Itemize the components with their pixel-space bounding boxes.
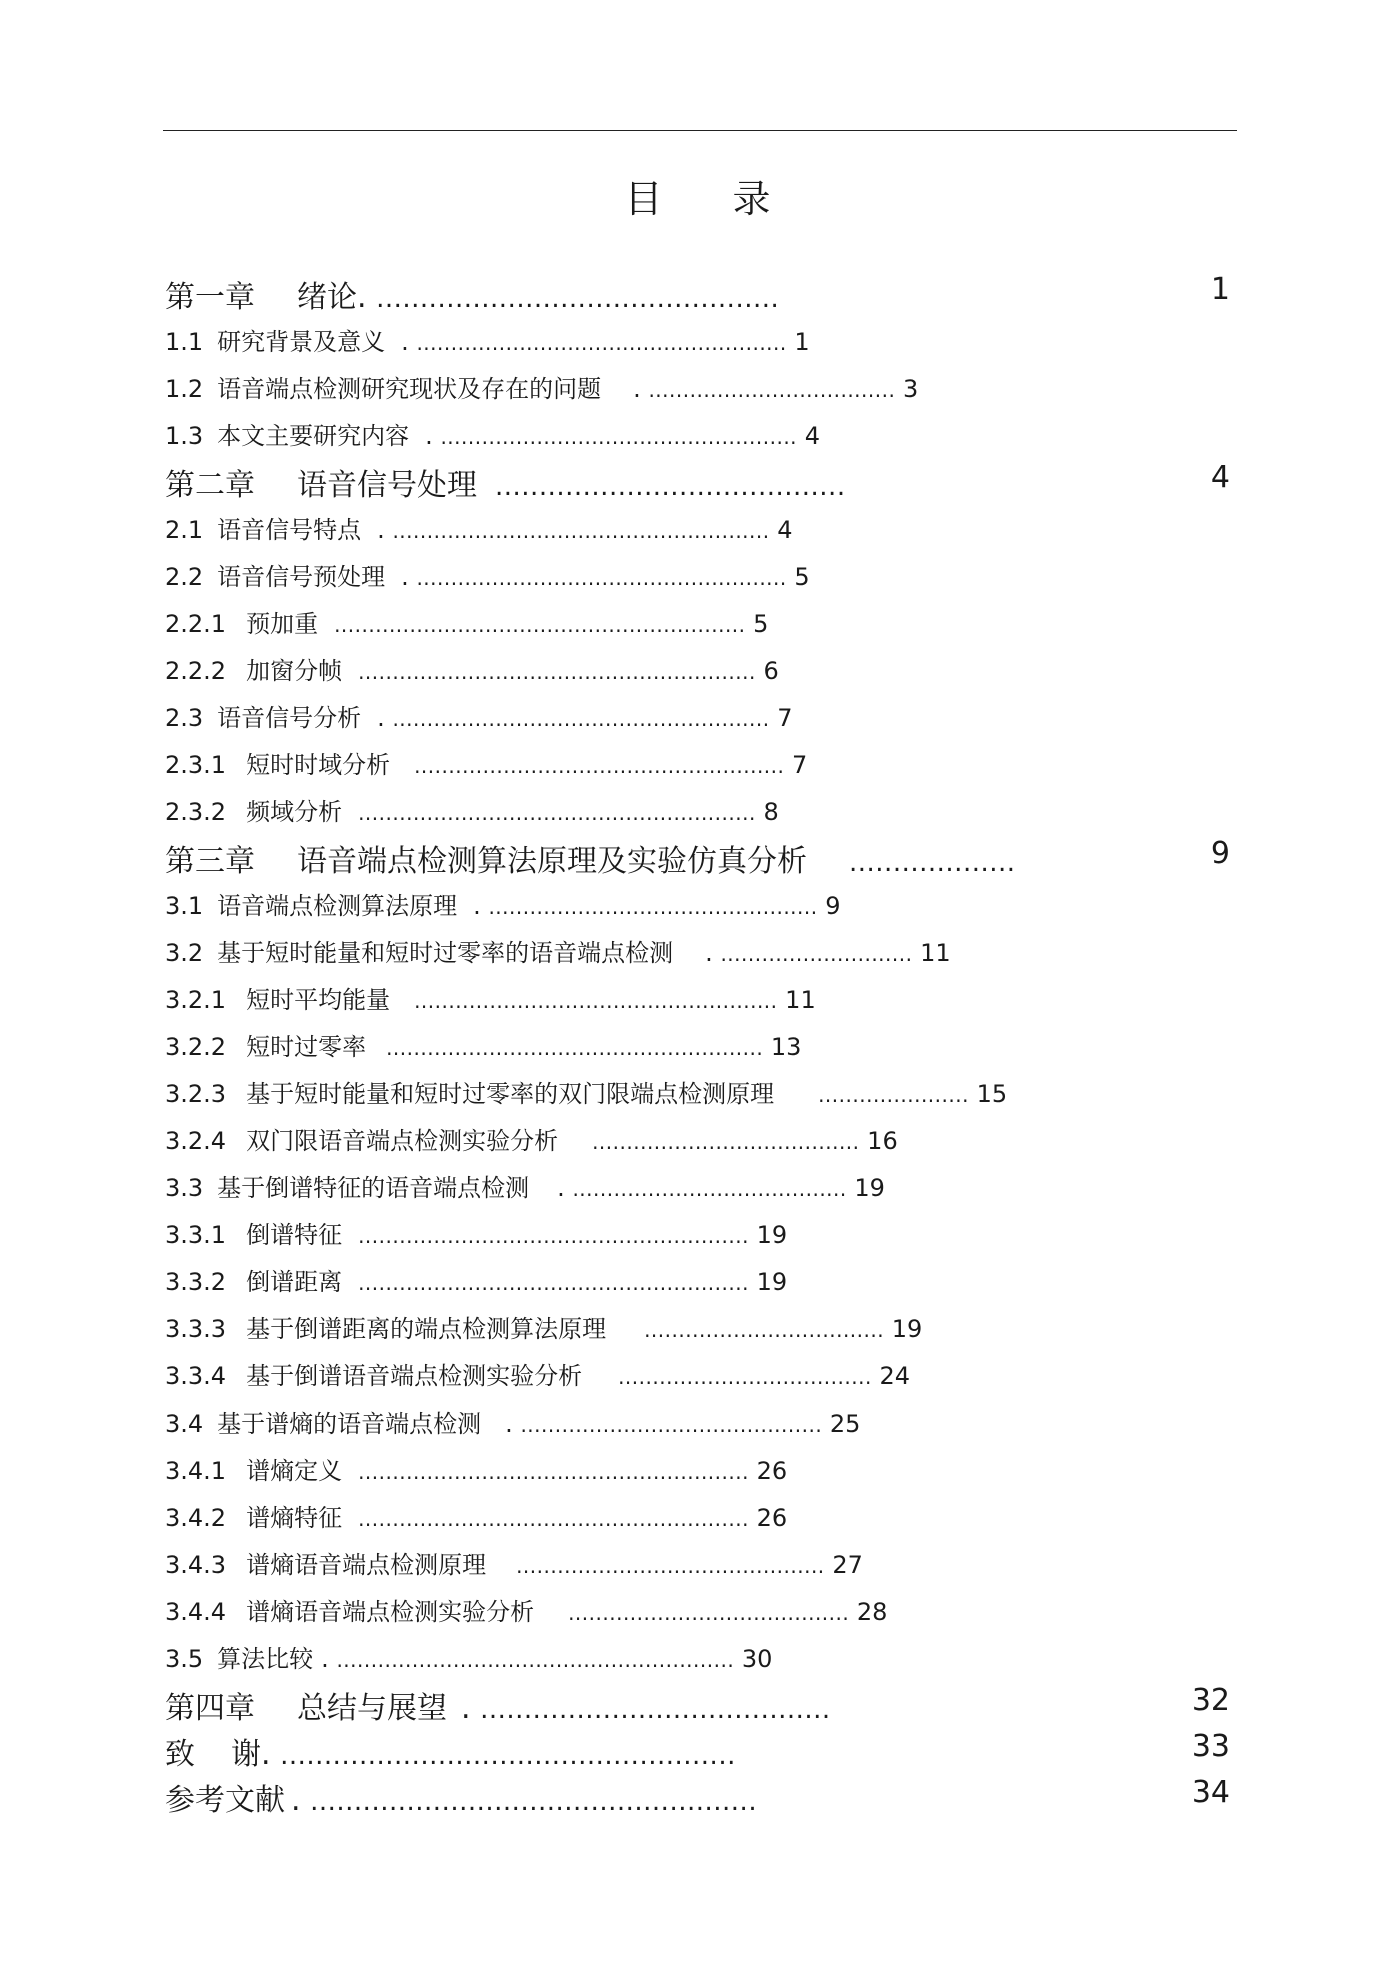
page-number: 9 — [1210, 836, 1230, 871]
page-number: 19 — [756, 1268, 788, 1296]
leader-dots: ...................... — [818, 1083, 969, 1107]
entry-title: 语音端点检测研究现状及存在的问题 — [217, 375, 602, 403]
page-number: 25 — [829, 1410, 861, 1438]
entry-title: 倒谱距离 — [246, 1268, 343, 1296]
entry-title: 谱熵语音端点检测原理 — [246, 1551, 487, 1579]
section-number: 3.3.2 — [165, 1268, 227, 1296]
section-number: 1.3 — [165, 422, 204, 450]
leader-dot: . — [401, 328, 409, 356]
toc-entry-3-4[interactable] — [165, 1404, 860, 1439]
page-number: 26 — [756, 1457, 788, 1485]
toc-entry-chapter-2[interactable] — [165, 460, 1230, 504]
entry-title: 绪论 — [297, 280, 357, 315]
chapter-number: 第三章 — [165, 844, 255, 879]
leader-dot: . — [377, 704, 385, 732]
entry-title: 倒谱特征 — [246, 1221, 343, 1249]
leader-dot: . — [291, 1783, 301, 1818]
entry-title: 本文主要研究内容 — [217, 422, 410, 450]
page-number: 26 — [756, 1504, 788, 1532]
header-rule — [163, 130, 1237, 131]
page-number: 4 — [804, 422, 820, 450]
section-number: 3.4 — [165, 1410, 204, 1438]
page-number: 6 — [763, 657, 779, 685]
toc-entry-3-4-1[interactable] — [165, 1451, 787, 1486]
entry-title: 语音端点检测算法原理及实验仿真分析 — [297, 844, 807, 879]
entry-title: 语音信号特点 — [217, 516, 362, 544]
section-number: 1.2 — [165, 375, 204, 403]
section-number: 3.1 — [165, 892, 204, 920]
leader-dots: ....................................................... — [392, 707, 770, 731]
toc-entry-3-3-2[interactable] — [165, 1262, 787, 1297]
page-number: 27 — [832, 1551, 863, 1579]
entry-title: 算法比较 — [217, 1645, 314, 1673]
leader-dots: ......................................................... — [358, 1507, 749, 1531]
leader-dot: . — [401, 563, 409, 591]
entry-title: 基于谱熵的语音端点检测 — [217, 1410, 482, 1438]
toc-entry-3-2-4[interactable] — [165, 1121, 898, 1156]
toc-entry-3-4-3[interactable] — [165, 1545, 863, 1580]
toc-entry-3-5[interactable] — [165, 1639, 772, 1674]
entry-title: 语音信号预处理 — [217, 563, 386, 591]
section-number: 3.4.4 — [165, 1598, 227, 1626]
page-number: 5 — [753, 610, 769, 638]
leader-dots: ..................................................... — [414, 989, 778, 1013]
entry-title-part-2: 谢 — [231, 1737, 261, 1772]
entry-title: 谱熵特征 — [246, 1504, 343, 1532]
leader-dot: . — [321, 1645, 329, 1673]
page-number: 9 — [825, 892, 841, 920]
section-number: 3.2 — [165, 939, 204, 967]
leader-dots: ...................................................... — [416, 566, 787, 590]
section-number: 3.3.1 — [165, 1221, 227, 1249]
chapter-number: 第一章 — [165, 280, 255, 315]
title-char-1: 目 — [624, 177, 663, 221]
section-number: 3.3 — [165, 1174, 204, 1202]
toc-entry-2-3-1[interactable] — [165, 745, 807, 780]
section-number: 3.2.2 — [165, 1033, 227, 1061]
page-number: 16 — [867, 1127, 898, 1155]
toc-entry-chapter-3[interactable] — [165, 836, 1230, 880]
leader-dot: . — [705, 939, 713, 967]
entry-title: 短时过零率 — [246, 1033, 367, 1061]
page-number: 19 — [891, 1315, 923, 1343]
page-number: 11 — [785, 986, 816, 1014]
section-number: 3.2.1 — [165, 986, 227, 1014]
leader-dots: ............................................................ — [334, 613, 746, 637]
page-number: 24 — [879, 1362, 910, 1390]
page-number: 3 — [902, 375, 919, 403]
page-number: 13 — [770, 1033, 802, 1061]
leader-dots: ..................................... — [618, 1365, 872, 1389]
section-number: 2.3.2 — [165, 798, 227, 826]
page-number: 7 — [777, 704, 793, 732]
leader-dots: ............................ — [720, 942, 913, 966]
page-number: 15 — [976, 1080, 1008, 1108]
leader-dots: ........................................ — [572, 1177, 847, 1201]
section-number: 3.5 — [165, 1645, 204, 1673]
leader-dots: ......................................... — [568, 1601, 850, 1625]
entry-title: 基于短时能量和短时过零率的双门限端点检测原理 — [246, 1080, 775, 1108]
leader-dot: . — [357, 280, 367, 315]
leader-dots: .......................................................... — [358, 801, 756, 825]
page-number: 19 — [756, 1221, 788, 1249]
toc-entry-1-2[interactable] — [165, 369, 918, 404]
leader-dots: ...................................................... — [414, 754, 785, 778]
leader-dot: . — [557, 1174, 565, 1202]
section-number: 1.1 — [165, 328, 204, 356]
leader-dots: ............................................ — [520, 1413, 823, 1437]
leader-dot: . — [261, 1737, 271, 1772]
leader-dots: .......................................................... — [358, 660, 756, 684]
leader-dots: ......................................................... — [358, 1224, 749, 1248]
entry-title: 语音信号分析 — [217, 704, 362, 732]
page-number: 4 — [1210, 460, 1230, 495]
leader-dots: ................... — [849, 848, 1016, 878]
leader-dots: .......................................................... — [336, 1648, 735, 1672]
leader-dot: . — [377, 516, 385, 544]
section-number: 3.3.4 — [165, 1362, 227, 1390]
leader-dots: ......................................................... — [358, 1271, 749, 1295]
section-number: 3.4.1 — [165, 1457, 227, 1485]
page-number: 33 — [1191, 1729, 1230, 1764]
page-number: 11 — [920, 939, 951, 967]
leader-dots: ................................... — [644, 1318, 885, 1342]
entry-title: 基于短时能量和短时过零率的语音端点检测 — [217, 939, 674, 967]
leader-dots: ....................................................... — [392, 519, 770, 543]
toc-entry-3-3-4[interactable] — [165, 1356, 910, 1391]
toc-entry-2-3[interactable] — [165, 698, 793, 733]
page-number: 32 — [1191, 1683, 1230, 1718]
entry-title: 语音信号处理 — [297, 468, 477, 503]
toc-entry-2-2[interactable] — [165, 557, 810, 592]
entry-title: 谱熵定义 — [246, 1457, 343, 1485]
entry-title: 谱熵语音端点检测实验分析 — [246, 1598, 535, 1626]
page-number: 28 — [856, 1598, 888, 1626]
page-number: 34 — [1191, 1775, 1230, 1810]
page-number: 1 — [794, 328, 810, 356]
leader-dots: .............................................. — [376, 284, 780, 314]
leader-dots: .................................................... — [440, 425, 798, 449]
page-number: 7 — [792, 751, 808, 779]
toc-entry-3-2[interactable] — [165, 933, 951, 968]
chapter-number: 第二章 — [165, 468, 255, 503]
leader-dots: ........................................ — [480, 1695, 831, 1725]
leader-dots: ................................................... — [310, 1787, 758, 1817]
toc-entry-references[interactable] — [165, 1775, 1230, 1819]
leader-dots: ................................................ — [488, 895, 818, 919]
section-number: 2.2.2 — [165, 657, 227, 685]
toc-entry-chapter-4[interactable] — [165, 1683, 1230, 1727]
page-number: 8 — [763, 798, 779, 826]
entry-title: 基于倒谱特征的语音端点检测 — [217, 1174, 530, 1202]
entry-title: 参考文献 — [165, 1783, 285, 1818]
toc-entry-1-1[interactable] — [165, 322, 810, 357]
leader-dot: . — [505, 1410, 513, 1438]
toc-entry-3-3[interactable] — [165, 1168, 885, 1203]
section-number: 2.1 — [165, 516, 204, 544]
toc-entry-3-4-2[interactable] — [165, 1498, 787, 1533]
page-number: 30 — [741, 1645, 773, 1673]
section-number: 3.4.3 — [165, 1551, 227, 1579]
entry-title: 基于倒谱距离的端点检测算法原理 — [246, 1315, 607, 1343]
section-number: 2.2.1 — [165, 610, 227, 638]
section-number: 2.3 — [165, 704, 204, 732]
leader-dots: .................................................... — [280, 1741, 736, 1771]
page-number: 5 — [794, 563, 810, 591]
toc-entry-3-3-3[interactable] — [165, 1309, 922, 1344]
leader-dot: . — [473, 892, 481, 920]
leader-dots: ......................................................... — [358, 1460, 749, 1484]
page-number: 4 — [777, 516, 793, 544]
toc-entry-2-2-2[interactable] — [165, 651, 779, 686]
entry-title: 语音端点检测算法原理 — [217, 892, 458, 920]
leader-dot: . — [461, 1691, 471, 1726]
section-number: 3.2.4 — [165, 1127, 227, 1155]
leader-dots: .................................... — [648, 378, 896, 402]
toc-entry-3-4-4[interactable] — [165, 1592, 887, 1627]
toc-entry-3-2-3[interactable] — [165, 1074, 1007, 1109]
toc-entry-2-2-1[interactable] — [165, 604, 768, 639]
entry-title: 基于倒谱语音端点检测实验分析 — [246, 1362, 583, 1390]
toc-entry-2-1[interactable] — [165, 510, 793, 545]
toc-entry-3-3-1[interactable] — [165, 1215, 787, 1250]
entry-title: 总结与展望 — [297, 1691, 447, 1726]
entry-title: 预加重 — [246, 610, 319, 638]
chapter-number: 第四章 — [165, 1691, 255, 1726]
toc-entry-3-1[interactable] — [165, 886, 841, 921]
toc-entry-3-2-2[interactable] — [165, 1027, 801, 1062]
section-number: 3.4.2 — [165, 1504, 227, 1532]
title-char-2: 录 — [732, 177, 771, 221]
toc-entry-1-3[interactable] — [165, 416, 820, 451]
entry-title-part-1: 致 — [165, 1737, 195, 1772]
page-title — [0, 168, 1395, 223]
section-number: 2.2 — [165, 563, 204, 591]
entry-title: 短时平均能量 — [246, 986, 391, 1014]
leader-dots: ....................................................... — [386, 1036, 764, 1060]
section-number: 2.3.1 — [165, 751, 227, 779]
toc-entry-2-3-2[interactable] — [165, 792, 779, 827]
entry-title: 研究背景及意义 — [217, 328, 386, 356]
leader-dots: ...................................................... — [416, 331, 787, 355]
leader-dot: . — [425, 422, 433, 450]
entry-title: 双门限语音端点检测实验分析 — [246, 1127, 559, 1155]
leader-dots: ............................................. — [516, 1554, 825, 1578]
leader-dots: ....................................... — [592, 1130, 860, 1154]
leader-dot: . — [633, 375, 641, 403]
entry-title: 频域分析 — [246, 798, 343, 826]
toc-entry-chapter-1[interactable] — [165, 272, 1230, 316]
page-number: 1 — [1210, 272, 1230, 307]
toc-entry-acknowledgements[interactable] — [165, 1729, 1230, 1773]
toc-entry-3-2-1[interactable] — [165, 980, 816, 1015]
section-number: 3.3.3 — [165, 1315, 227, 1343]
entry-title: 短时时域分析 — [246, 751, 391, 779]
leader-dots: ........................................ — [495, 472, 846, 502]
section-number: 3.2.3 — [165, 1080, 227, 1108]
entry-title: 加窗分帧 — [246, 657, 343, 685]
page-number: 19 — [854, 1174, 885, 1202]
